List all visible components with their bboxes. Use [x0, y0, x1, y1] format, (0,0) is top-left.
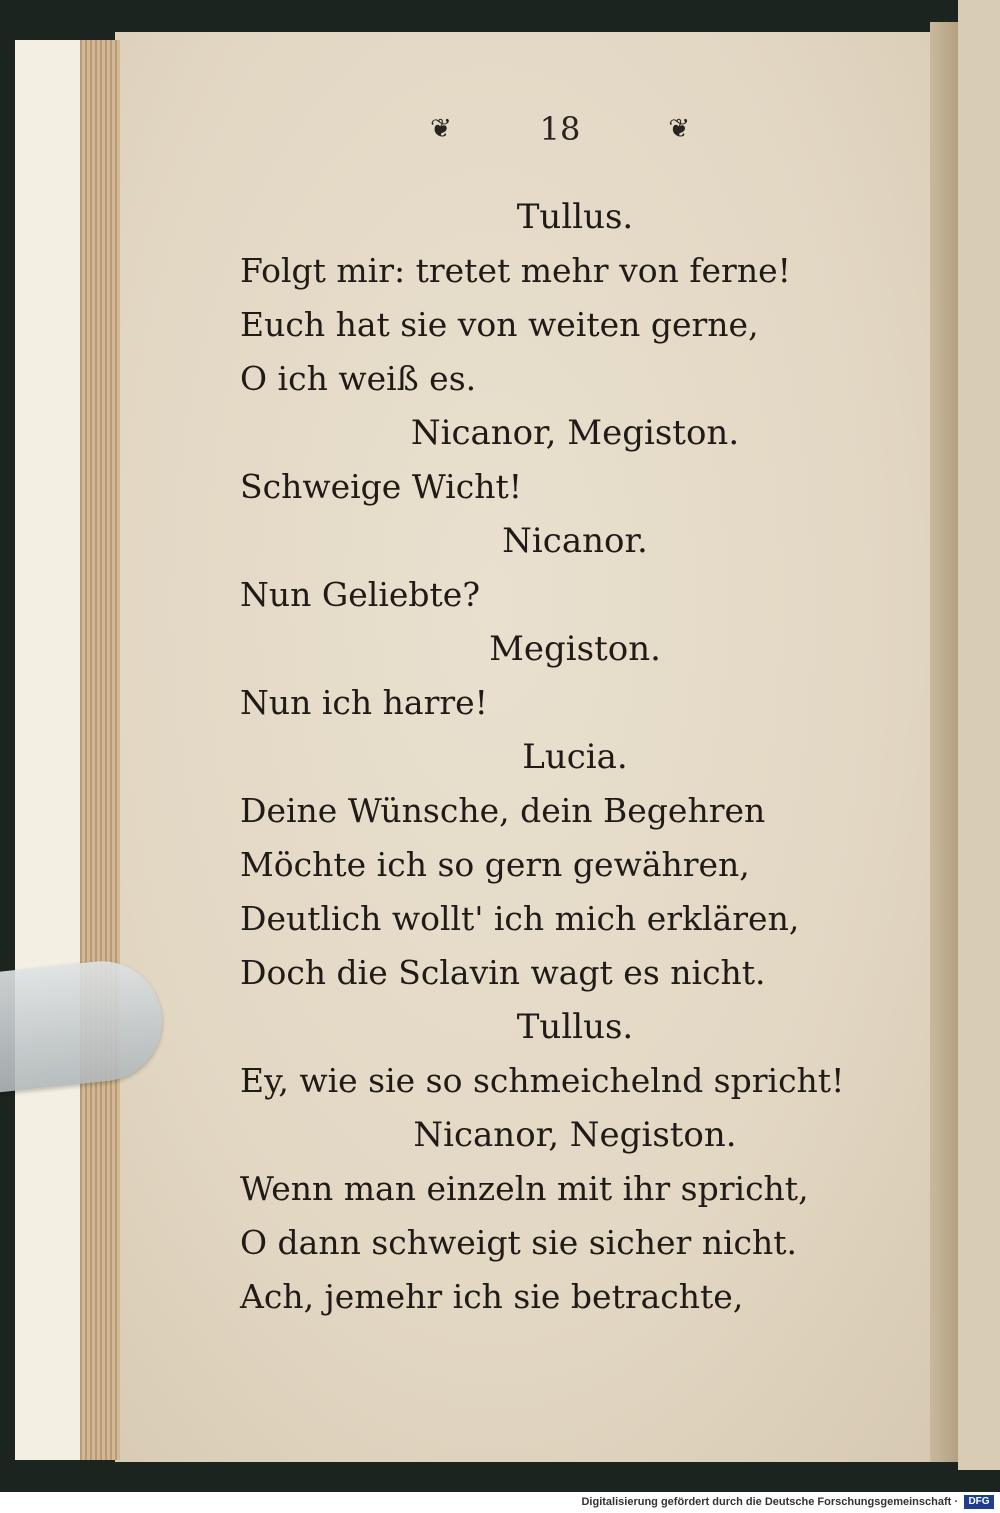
verse-line: Wenn man einzeln mit ihr spricht, — [240, 1169, 809, 1208]
verse-line: Euch hat sie von weiten gerne, — [240, 305, 759, 344]
page-gutter — [930, 22, 960, 1462]
speaker-heading: Megiston. — [489, 629, 661, 669]
speaker-heading: Nicanor, Negiston. — [413, 1115, 737, 1155]
verse-line: Möchte ich so gern gewähren, — [240, 845, 750, 884]
verse-line: Nun ich harre! — [240, 683, 488, 722]
verse-line: Deine Wünsche, dein Begehren — [240, 791, 766, 830]
dfg-logo: DFG — [964, 1495, 994, 1509]
speaker-heading: Tullus. — [516, 197, 634, 237]
speaker-heading: Lucia. — [522, 737, 628, 777]
page-edges — [80, 40, 120, 1460]
speaker-heading: Tullus. — [516, 1007, 634, 1047]
verse-line: O ich weiß es. — [240, 359, 477, 398]
speaker-heading: Nicanor. — [502, 521, 648, 561]
page-text — [240, 190, 845, 1324]
facing-page-edge — [958, 0, 1000, 1470]
right-ornament-icon: ❦ — [668, 114, 690, 144]
verse-line: Schweige Wicht! — [240, 467, 522, 506]
left-ornament-icon: ❦ — [430, 114, 452, 144]
speaker-heading: Nicanor, Megiston. — [410, 413, 740, 453]
verse-line: Ach, jemehr ich sie betrachte, — [240, 1277, 744, 1316]
funding-credit: Digitalisierung gefördert durch die Deutsche Forschungsgemeinschaft · — [581, 1496, 958, 1508]
verse-line: Doch die Sclavin wagt es nicht. — [240, 953, 766, 992]
verse-line: Nun Geliebte? — [240, 575, 481, 614]
verse-line: Deutlich wollt' ich mich erklären, — [240, 899, 800, 938]
verse-line: O dann schweigt sie sicher nicht. — [240, 1223, 798, 1262]
verse-line: Ey, wie sie so schmeichelnd spricht! — [240, 1061, 845, 1100]
page-header — [430, 110, 690, 150]
page-number: 18 — [539, 110, 581, 148]
verse-line: Folgt mir: tretet mehr von ferne! — [240, 251, 791, 290]
